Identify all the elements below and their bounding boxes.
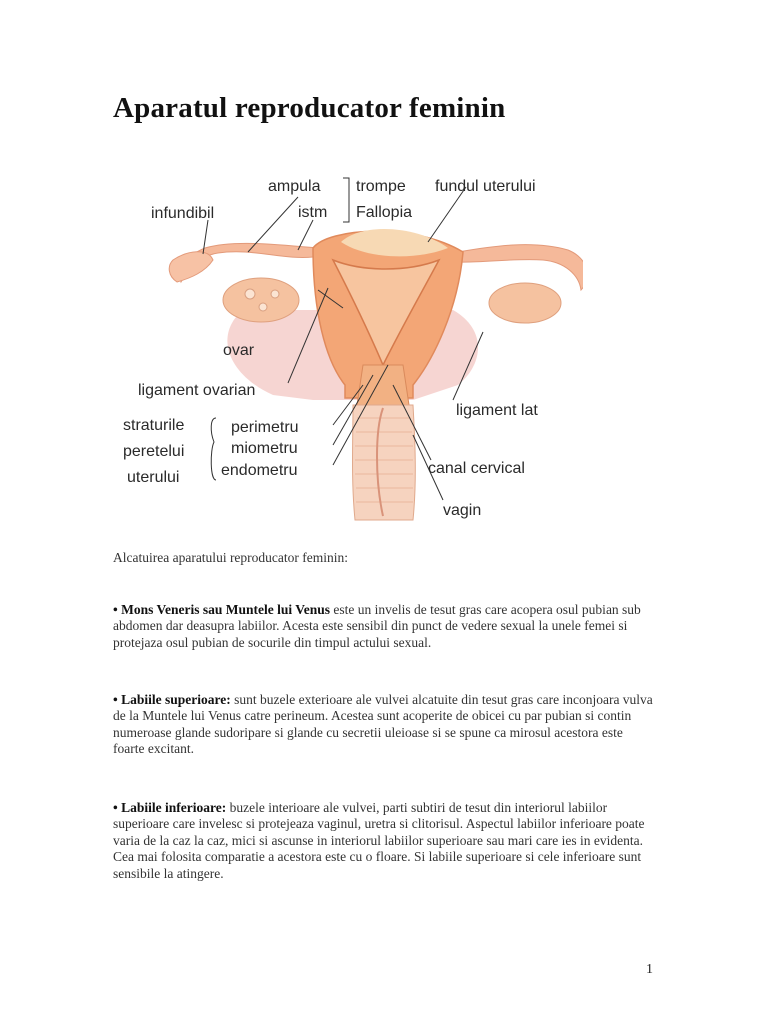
section-labiile-superioare — [113, 692, 653, 758]
page-title: Aparatul reproducator feminin — [113, 92, 506, 124]
page-number: 1 — [646, 962, 653, 977]
label-uterului: uterului — [127, 469, 180, 486]
label-perimetru: perimetru — [231, 419, 299, 436]
vagina-shape — [353, 405, 416, 520]
label-ovar: ovar — [223, 342, 255, 359]
section-term: • Labiile superioare: — [113, 692, 231, 707]
label-ligament-lat: ligament lat — [456, 402, 538, 419]
section-mons-veneris — [113, 602, 653, 651]
section-text: este un invelis de tesut gras care acopera osul pubian sub abdomen dar deasupra labiilor. Acesta este sensibil din punct de vedere sexual la unele femei si protejaza osul pubian de socurile din timpul actului sexual. — [113, 602, 641, 650]
label-vagin: vagin — [443, 502, 482, 519]
label-fundul-uterului: fundul uterului — [435, 178, 536, 195]
label-infundibil: infundibil — [151, 205, 215, 222]
label-canal-cervical: canal cervical — [428, 460, 525, 477]
cervix-shape — [357, 365, 409, 405]
left-fimbriae-shape — [169, 252, 213, 282]
section-text: sunt buzele exterioare ale vulvei alcatuite din tesut gras care inconjoara vulva de la Muntele lui Venus catre perineum. Acestea sunt acoperite de obicei cu par pubian si contin numeroase glande sudoripare si glande cu secretii uleioase si se spune ca mirosul acestora este foarte excitant. — [113, 692, 653, 757]
section-term: • Labiile inferioare: — [113, 800, 227, 815]
reproductive-system-diagram — [113, 160, 583, 532]
label-ligament-ovarian: ligament ovarian — [138, 382, 256, 399]
label-peretelui: peretelui — [123, 443, 185, 460]
label-miometru: miometru — [231, 440, 298, 457]
intro-text: Alcatuirea aparatului reproducator feminin: — [113, 550, 349, 565]
right-ovary-shape — [489, 283, 561, 323]
label-fallopia: Fallopia — [356, 204, 413, 221]
label-trompe: trompe — [356, 178, 406, 195]
label-istm: istm — [298, 204, 328, 221]
left-ovary-shape — [223, 278, 299, 322]
section-term: • Mons Veneris sau Muntele lui Venus — [113, 602, 331, 617]
label-endometru: endometru — [221, 462, 298, 479]
uterus-illustration — [113, 160, 583, 532]
label-ampula: ampula — [268, 178, 321, 195]
section-labiile-inferioare — [113, 800, 653, 882]
label-straturile: straturile — [123, 417, 185, 434]
section-text: buzele interioare ale vulvei, parti subtiri de tesut din interiorul labiilor superioare care invelesc si protejeaza vaginul, uretra si clitorisul. Aspectul labiilor inferioare poate varia de la caz la caz, mici si ascunse in interiorul labiilor superioare sau mari care ies in evidenta. Cea mai folosita comparatie a acestora este cu o floare. Si labiile superioare si cele inferioare sunt sensibile la atingere. — [113, 800, 645, 881]
